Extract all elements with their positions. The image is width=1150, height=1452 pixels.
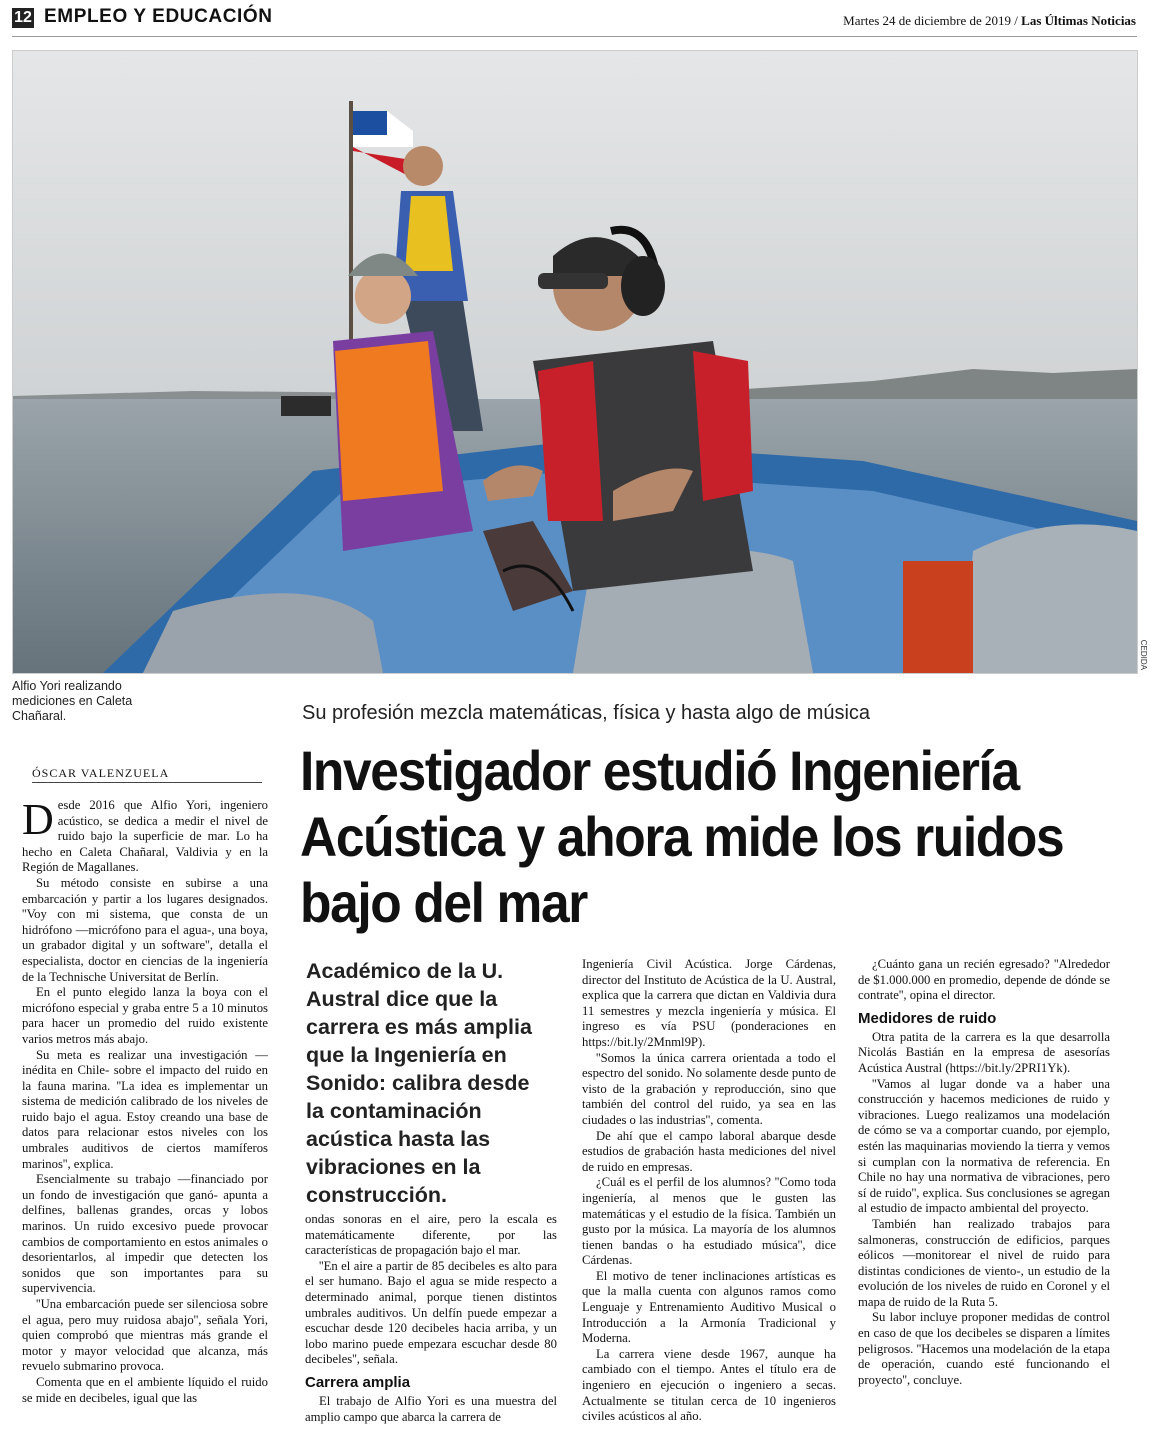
paragraph: Esencialmente su trabajo —financiado por un fondo de investigación que ganó- apunta a delfines, ballenas grandes, orcas y lobos marinos. Un ruido excesivo puede provocar cambios de comportamiento en estos animales o desorientarlos, al impedir que detecten los sonidos que son importantes para su supervivencia. (22, 1172, 268, 1296)
paragraph: Ingeniería Civil Acústica. Jorge Cárdenas, director del Instituto de Acústica de la U. Austral, explica que la carrera que dictan en Valdivia dura 11 semestres y mezcla ingeniería y música. El ingreso es vía PSU (ponderaciones en https://bit.ly/2Mnml9P). (582, 957, 836, 1049)
paragraph: Su labor incluye proponer medidas de control en caso de que los decibeles se disparen a límites peligrosos. ''Hacemos una modelación de la etapa de operación, cuando esté funcionando el proyecto'', concluye. (858, 1310, 1110, 1387)
photo-credit: CEDIDA (1139, 639, 1148, 670)
paragraph: De ahí que el campo laboral abarque desde estudios de grabación hasta mediciones del nivel de ruido en empresas. (582, 1128, 836, 1174)
headline: Investigador estudió Ingeniería Acústica y ahora mide los ruidos bajo del mar (300, 739, 1064, 934)
paragraph: También han realizado trabajos para salmoneras, construcción de edificios, parques eólicos —monitorear el nivel de ruido para distintas condiciones de viento-, un estudio de la evolución de los niveles de ruido en Coronel y el mapa de ruido de la Ruta 5. (858, 1216, 1110, 1309)
paragraph: Su método consiste en subirse a una embarcación y partir a los lugares designados. ''Voy con mi sistema, que consta de un hidrófono —micrófono para el agua-, una boya, un grabador digital y un software'', detalla el especialista, doctor en ciencias de la ingeniería de la Technische Universitat de Berlín. (22, 875, 268, 984)
paragraph: La carrera viene desde 1967, aunque ha cambiado con el tiempo. Antes el título era de ingeniero en ejecución o ingeniero a secas. Actualmente se titulan cerca de 10 ingenieros civiles acústicos al año. (582, 1346, 836, 1424)
paragraph: Otra patita de la carrera es la que desarrolla Nicolás Bastián en la empresa de asesorías Acústica Austral (https://bit.ly/2PRI1Yk). (858, 1029, 1110, 1075)
paragraph: ''Somos la única carrera orientada a todo el espectro del sonido. No solamente desde punto de visto de la grabación y reproducción, sino que también del control del ruido, ya sea en las ciudades o las industrias'', comenta. (582, 1050, 836, 1127)
kicker: Su profesión mezcla matemáticas, física y hasta algo de música (302, 702, 871, 724)
article-column-2 (305, 1212, 557, 1425)
masthead (12, 6, 1136, 34)
paragraph: Su meta es realizar una investigación —inédita en Chile- sobre el impacto del ruido en la fauna marina. ''La idea es implementar un sistema de medición calibrado de los niveles de ruido bajo el agua. Estoy creando una base de datos para relacionar estos niveles con los umbrales auditivos de ciertos mamíferos marinos'', explica. (22, 1047, 268, 1171)
photo-caption: Alfio Yori realizando mediciones en Caleta Chañaral. (12, 679, 133, 723)
paragraph: El trabajo de Alfio Yori es una muestra del amplio campo que abarca la carrera de (305, 1393, 557, 1424)
section-title: EMPLEO Y EDUCACIÓN (44, 6, 273, 27)
paragraph: ''En el aire a partir de 85 decibeles es alto para el ser humano. Bajo el agua se mide respecto a determinado animal, porque tienen distintos umbrales auditivos. Un delfín puede empezar a escuchar desde 120 decibeles hacia arriba, y un lobo marino puede empezara escuchar desde 80 decibeles'', señala. (305, 1258, 557, 1367)
subheading: Medidores de ruido (858, 1009, 997, 1027)
paragraph-text: esde 2016 que Alfio Yori, ingeniero acústico, se dedica a medir el nivel de ruido bajo la superficie de mar. Lo ha hecho en Caleta Chañaral, Valdivia y en la Región de Magallanes. (22, 798, 268, 875)
page-number: 12 (12, 8, 34, 28)
paragraph: El motivo de tener inclinaciones artísticas es que la malla cuenta con algunos ramos como Lenguaje y Entrenamiento Auditivo Musical o Introducción a la Armonía Tradicional y Moderna. (582, 1268, 836, 1346)
paragraph: ¿Cuánto gana un recién egresado? ''Alrededor de $1.000.000 en promedio, depende de dónde se contrate'', opina el director. (858, 957, 1110, 1003)
byline: ÓSCAR VALENZUELA (32, 766, 262, 783)
dateline (843, 13, 1136, 29)
article-photo (12, 50, 1138, 674)
newspaper-name: Las Últimas Noticias (1021, 13, 1136, 28)
paragraph: ¿Cuál es el perfil de los alumnos? ''Como toda ingeniería, al menos que le gusten las matemáticas y el estudio de la física. También un gusto por la música. La mayoría de los alumnos tienen bandas o ha estudiado música'', dice Cárdenas. (582, 1175, 836, 1268)
article-column-3 (582, 957, 836, 1425)
paragraph: ondas sonoras en el aire, pero la escala es matemáticamente diferente, por las características de propagación bajo el mar. (305, 1212, 557, 1258)
article-column-1 (22, 795, 268, 1406)
paragraph: ''Vamos al lugar donde va a haber una construcción y hacemos mediciones de ruido y vibraciones. Luego realizamos una modelación de cómo se va a comportar cuando, por ejemplo, estén las maquinarias moviendo la tierra y vemos si cumplan con la normativa de referencia. En Chile no hay una normativa de vibraciones, pero sí de ruido'', explica. Sus conclusiones se agregan al estudio de impacto ambiental del proyecto. (858, 1076, 1110, 1216)
article-column-4 (858, 957, 1110, 1388)
paragraph (22, 795, 268, 876)
paragraph: En el punto elegido lanza la boya con el micrófono especial y graba entre 5 a 10 minutos para hacer un promedio del ruido existente varios metros más abajo. (22, 985, 268, 1046)
boat-scene-illustration (13, 51, 1137, 673)
paragraph: Comenta que en el ambiente líquido el ruido se mide en decibeles, igual que las (22, 1374, 268, 1405)
subheading: Carrera amplia (305, 1373, 411, 1391)
masthead-rule (12, 36, 1137, 37)
paragraph: ''Una embarcación puede ser silenciosa sobre el agua, pero muy ruidosa abajo'', señala Yori, quien comprobó que mientras más grande el motor y mayor velocidad que alcanza, más revuelo submarino provoca. (22, 1297, 268, 1374)
date: Martes 24 de diciembre de 2019 / (843, 13, 1018, 28)
deck-summary: Académico de la U. Austral dice que la carrera es más amplia que la Ingeniería en Sonido: calibra desde la contaminación acústica hasta las vibraciones en la construcción. (306, 959, 532, 1207)
drop-cap: D (22, 795, 54, 844)
